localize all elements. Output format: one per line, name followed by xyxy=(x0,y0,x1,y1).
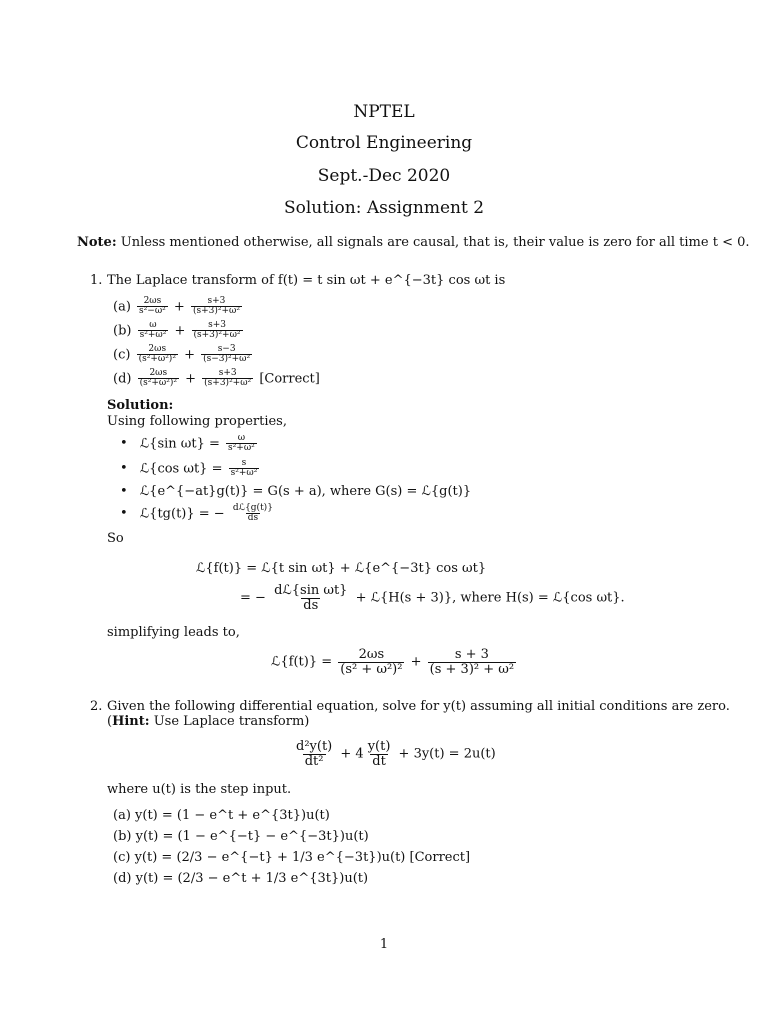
option-label: (b) xyxy=(113,323,132,339)
note-text: Unless mentioned otherwise, all signals are causal, that is, their value is zero for all time t < 0. xyxy=(120,235,750,250)
q1-number: 1. xyxy=(90,273,103,288)
q2-number: 2. xyxy=(90,699,103,714)
option-label: (a) xyxy=(113,299,131,315)
property-mult-t: • ℒ{tg(t)} = − $\frac{\text{dℒ\{g(t)\}}}{ds}$ xyxy=(120,504,277,524)
fraction: $\frac{\text{dℒ\{g(t)\}}}{ds}$ xyxy=(232,503,273,524)
q2-option-a: (a) y(t) = (1 − e^t + e^{3t})u(t) xyxy=(113,808,330,823)
q1-option-c: (c) $\frac{2\omega s}{\text{(s²+ω²)²}}$ + $\frac{s-3}{\text{(s−3)²+ω²}}$ xyxy=(113,344,251,365)
final-equation: ℒ{f(t)} = $\frac{2\omega s}{\text{(s² + ω²)²}}$ + $\frac{s + 3}{\text{(s + 3)² + ω²}}$ xyxy=(271,647,515,677)
fraction: $\frac{2\omega s}{\text{(s² + ω²)²}}$ xyxy=(340,647,403,677)
fraction: $\frac{y(t)}{dt}$ xyxy=(367,739,391,769)
fraction: $\frac{s}{\text{s²+ω²}}$ xyxy=(230,458,258,479)
fraction: $\frac{2\omega s}{\text{(s²+ω²)²}}$ xyxy=(138,344,176,365)
property-sin: • ℒ{sin ωt} = $\frac{\omega}{\text{s²+ω²}}$ xyxy=(120,434,259,454)
q1-option-a: (a) $\frac{2\omega s}{\text{s²−ω²}}$ + $\frac{s+3}{\text{(s+3)²+ω²}}$ xyxy=(113,296,240,317)
note xyxy=(77,235,750,250)
solution-intro: Using following properties, xyxy=(107,414,287,429)
solution-label: Solution: xyxy=(107,398,174,413)
fraction: $\frac{s+3}{\text{(s+3)²+ω²}}$ xyxy=(192,296,240,317)
fraction: $\frac{s+3}{\text{(s+3)²+ω²}}$ xyxy=(193,320,241,341)
q1-option-b: (b) $\frac{\omega}{\text{s²+ω²}}$ + $\frac{s+3}{\text{(s+3)²+ω²}}$ xyxy=(113,320,241,341)
fraction: $\frac{2\omega s}{\text{s²−ω²}}$ xyxy=(139,296,166,317)
q2-where: where u(t) is the step input. xyxy=(107,782,292,797)
fraction: $\frac{\omega}{\text{s²+ω²}}$ xyxy=(228,433,255,454)
assignment-title: Solution: Assignment 2 xyxy=(283,198,485,218)
option-label: (c) xyxy=(113,347,131,363)
fraction: $\frac{s+3}{\text{(s+3)²+ω²}}$ xyxy=(204,368,252,389)
q2-stem: Given the following differential equation, solve for y(t) assuming all initial conditions are zero. xyxy=(107,699,730,714)
q2-option-b: (b) y(t) = (1 − e^{−t} − e^{−3t})u(t) xyxy=(113,829,369,844)
doc-title: NPTEL xyxy=(353,102,415,122)
fraction: $\frac{\text{d²y(t)}}{\text{dt²}}$ xyxy=(296,739,333,769)
differential-equation: $\frac{\text{d²y(t)}}{\text{dt²}}$ + 4 $\frac{y(t)}{dt}$ + 3y(t) = 2u(t) xyxy=(296,739,496,769)
correct-tag: [Correct] xyxy=(409,850,471,865)
q2-option-c: (c) y(t) = (2/3 − e^{−t} + 1/3 e^{−3t})u(t) [Correct] xyxy=(113,850,471,865)
fraction: $\frac{s + 3}{\text{(s + 3)² + ω²}}$ xyxy=(429,647,515,677)
so-text: So xyxy=(107,531,124,546)
fraction: $\frac{2\omega s}{\text{(s²+ω²)²}}$ xyxy=(139,368,177,389)
property-shift: • ℒ{e^{−at}g(t)} = G(s + a), where G(s) = ℒ{g(t)} xyxy=(120,484,471,499)
q2-option-d: (d) y(t) = (2/3 − e^t + 1/3 e^{3t})u(t) xyxy=(113,871,369,886)
fraction: $\frac{\text{dℒ\{sin ωt\}}}{ds}$ xyxy=(274,583,348,613)
q1-stem: The Laplace transform of f(t) = t sin ωt + e^{−3t} cos ωt is xyxy=(107,273,506,288)
q2-hint: (Hint: Use Laplace transform) xyxy=(107,714,310,729)
session: Sept.-Dec 2020 xyxy=(317,166,451,186)
q1-option-d: (d) $\frac{2\omega s}{\text{(s²+ω²)²}}$ + $\frac{s+3}{\text{(s+3)²+ω²}}$ [Correct] xyxy=(113,368,320,389)
option-label: (d) xyxy=(113,371,132,387)
fraction: $\frac{\omega}{\text{s²+ω²}}$ xyxy=(139,320,167,341)
course-name: Control Engineering xyxy=(295,133,473,153)
note-label: Note: xyxy=(77,235,117,250)
page-number: 1 xyxy=(379,937,389,952)
property-cos: • ℒ{cos ωt} = $\frac{s}{\text{s²+ω²}}$ xyxy=(120,459,261,479)
fraction: $\frac{s-3}{\text{(s−3)²+ω²}}$ xyxy=(203,344,251,365)
correct-tag: [Correct] xyxy=(259,371,320,387)
simplifying-text: simplifying leads to, xyxy=(107,625,240,640)
equation-2: = − $\frac{\text{dℒ\{sin ωt\}}}{ds}$ + ℒ{H(s + 3)}, where H(s) = ℒ{cos ωt}. xyxy=(240,583,625,613)
equation-1: ℒ{f(t)} = ℒ{t sin ωt} + ℒ{e^{−3t} cos ωt} xyxy=(196,561,487,576)
